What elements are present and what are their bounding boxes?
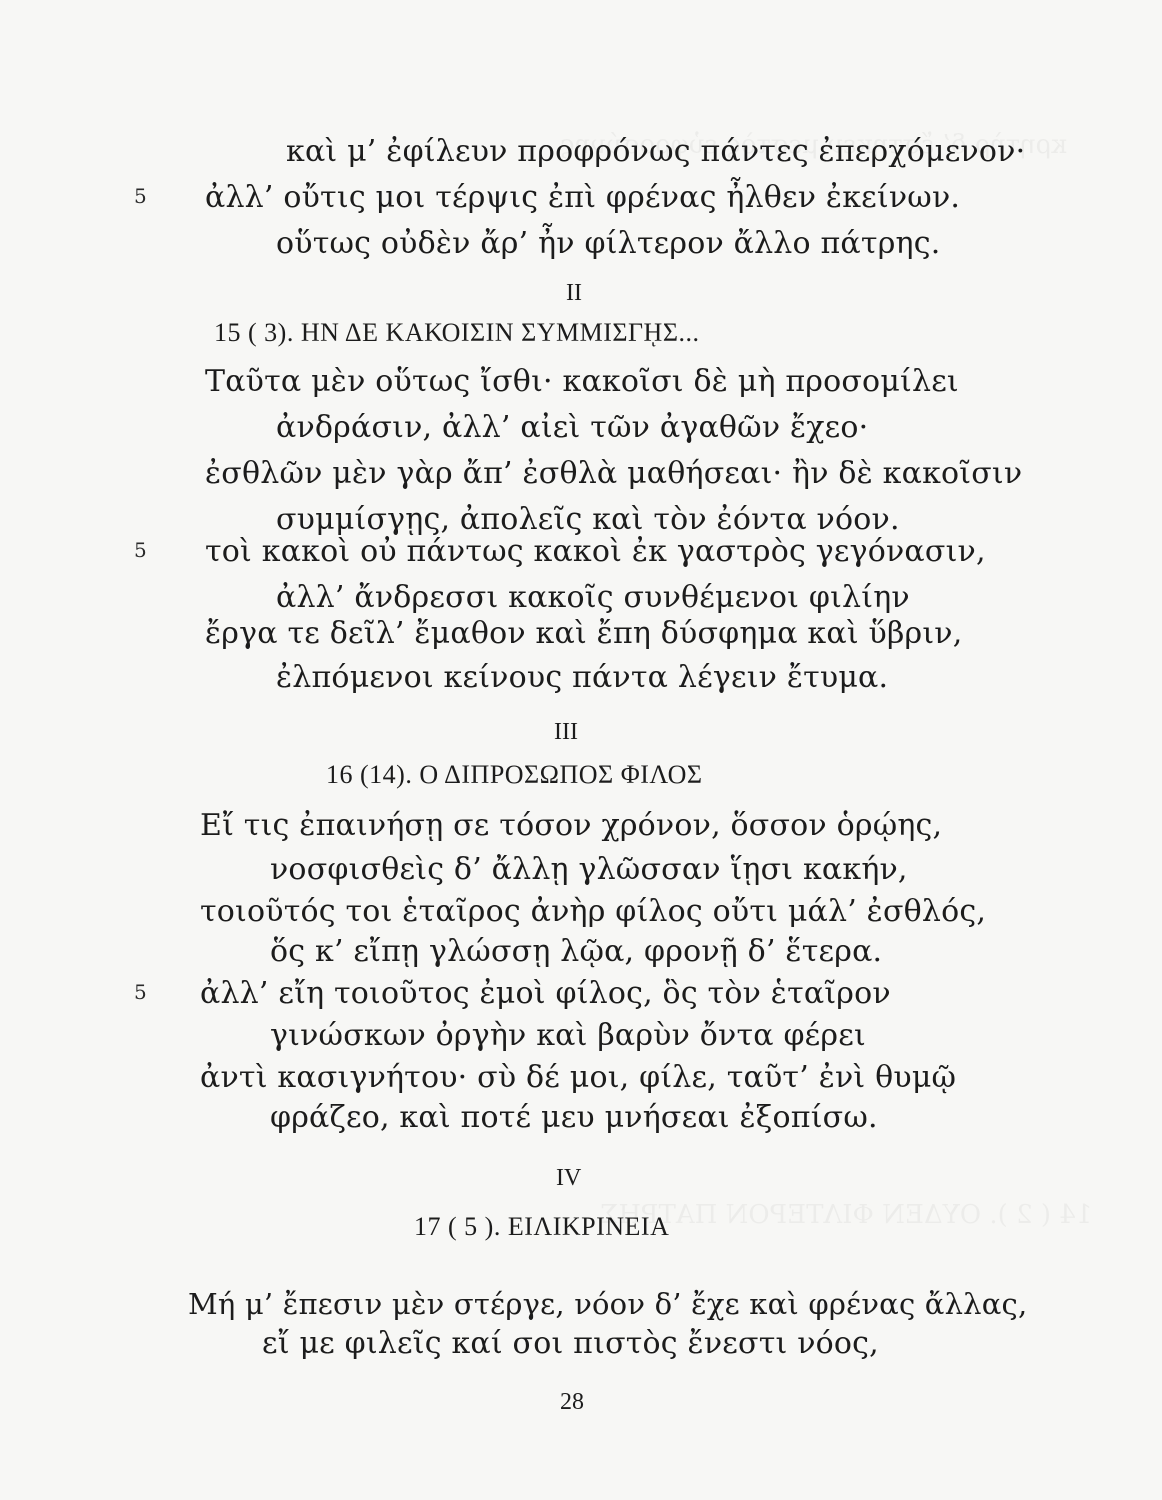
verse-line: γινώσκων ὀργὴν καὶ βαρὺν ὄντα φέρει bbox=[270, 1018, 866, 1053]
line-number: 5 bbox=[134, 980, 147, 1004]
verse-line: ἀλλ’ οὔτις μοι τέρψις ἐπὶ φρένας ἦλθεν ἐκείνων. bbox=[205, 180, 961, 215]
verse-line: καὶ μ’ ἐφίλευν προφρόνως πάντες ἐπερχόμενον· bbox=[286, 134, 1026, 169]
verse-line: εἴ με φιλεῖς καί σοι πιστὸς ἔνεστι νόος, bbox=[262, 1326, 879, 1361]
poem-heading: 17 ( 5 ). ΕΙΛΙΚΡΙΝΕΙΑ bbox=[414, 1212, 670, 1241]
verse-line: φράζεο, καὶ ποτέ μευ μνήσεαι ἐξοπίσω. bbox=[270, 1100, 878, 1135]
verse-line: τοὶ κακοὶ οὐ πάντως κακοὶ ἐκ γαστρὸς γεγόνασιν, bbox=[205, 534, 986, 569]
verse-line: νοσφισθεὶς δ’ ἄλλῃ γλῶσσαν ἵῃσι κακήν, bbox=[270, 852, 908, 887]
line-number: 5 bbox=[134, 538, 147, 562]
verse-line: τοιοῦτός τοι ἑταῖρος ἀνὴρ φίλος οὔτι μάλ’ ἐσθλός, bbox=[200, 894, 987, 929]
verse-line: ἀλλ’ ἄνδρεσσι κακοῖς συνθέμενοι φιλίην bbox=[276, 580, 910, 615]
verse-line: Μή μ’ ἔπεσιν μὲν στέργε, νόον δ’ ἔχε καὶ φρένας ἄλλας, bbox=[188, 1287, 1028, 1321]
section-roman-numeral: III bbox=[554, 719, 578, 745]
verse-line: οὕτως οὐδὲν ἄρ’ ἦν φίλτερον ἄλλο πάτρης. bbox=[276, 226, 941, 261]
verse-line: ἔργα τε δεῖλ’ ἔμαθον καὶ ἔπη δύσφημα καὶ ὕβριν, bbox=[205, 616, 963, 651]
verse-line: ἐσθλῶν μὲν γὰρ ἄπ’ ἐσθλὰ μαθήσεαι· ἢν δὲ κακοῖσιν bbox=[205, 456, 1023, 491]
verse-line: ὅς κ’ εἴπῃ γλώσσῃ λῷα, φρονῇ δ’ ἕτερα. bbox=[270, 934, 883, 969]
poem-heading: 15 ( 3). ΗΝ ΔΕ ΚΑΚΟΙΣΙΝ ΣΥΜΜΙΣΓῌΣ... bbox=[214, 318, 700, 347]
verse-line: Εἴ τις ἐπαινήσῃ σε τόσον χρόνον, ὅσσον ὁρῴης, bbox=[200, 808, 943, 843]
verse-line: συμμίσγῃς, ἀπολεῖς καὶ τὸν ἐόντα νόον. bbox=[276, 502, 900, 537]
verse-line: Ταῦτα μὲν οὕτως ἴσθι· κακοῖσι δὲ μὴ προσομίλει bbox=[205, 364, 959, 399]
section-roman-numeral: II bbox=[566, 280, 582, 306]
section-roman-numeral: IV bbox=[556, 1165, 582, 1191]
bleed-through-texture bbox=[600, 1200, 1092, 1230]
verse-line: ἀνδράσιν, ἀλλ’ αἰεὶ τῶν ἀγαθῶν ἔχεο· bbox=[276, 410, 869, 445]
verse-line: ἐλπόμενοι κείνους πάντα λέγειν ἔτυμα. bbox=[276, 660, 889, 695]
line-number: 5 bbox=[134, 184, 147, 208]
poem-heading: 16 (14). Ο ΔΙΠΡΟΣΩΠΟΣ ΦΙΛΟΣ bbox=[326, 760, 703, 789]
verse-line: ἀλλ’ εἴη τοιοῦτος ἐμοὶ φίλος, ὃς τὸν ἑταῖρον bbox=[200, 976, 891, 1011]
verse-line: ἀντὶ κασιγνήτου· σὺ δέ μοι, φίλε, ταῦτ’ ἐνὶ θυμῷ bbox=[200, 1060, 957, 1095]
page-number: 28 bbox=[560, 1389, 584, 1415]
